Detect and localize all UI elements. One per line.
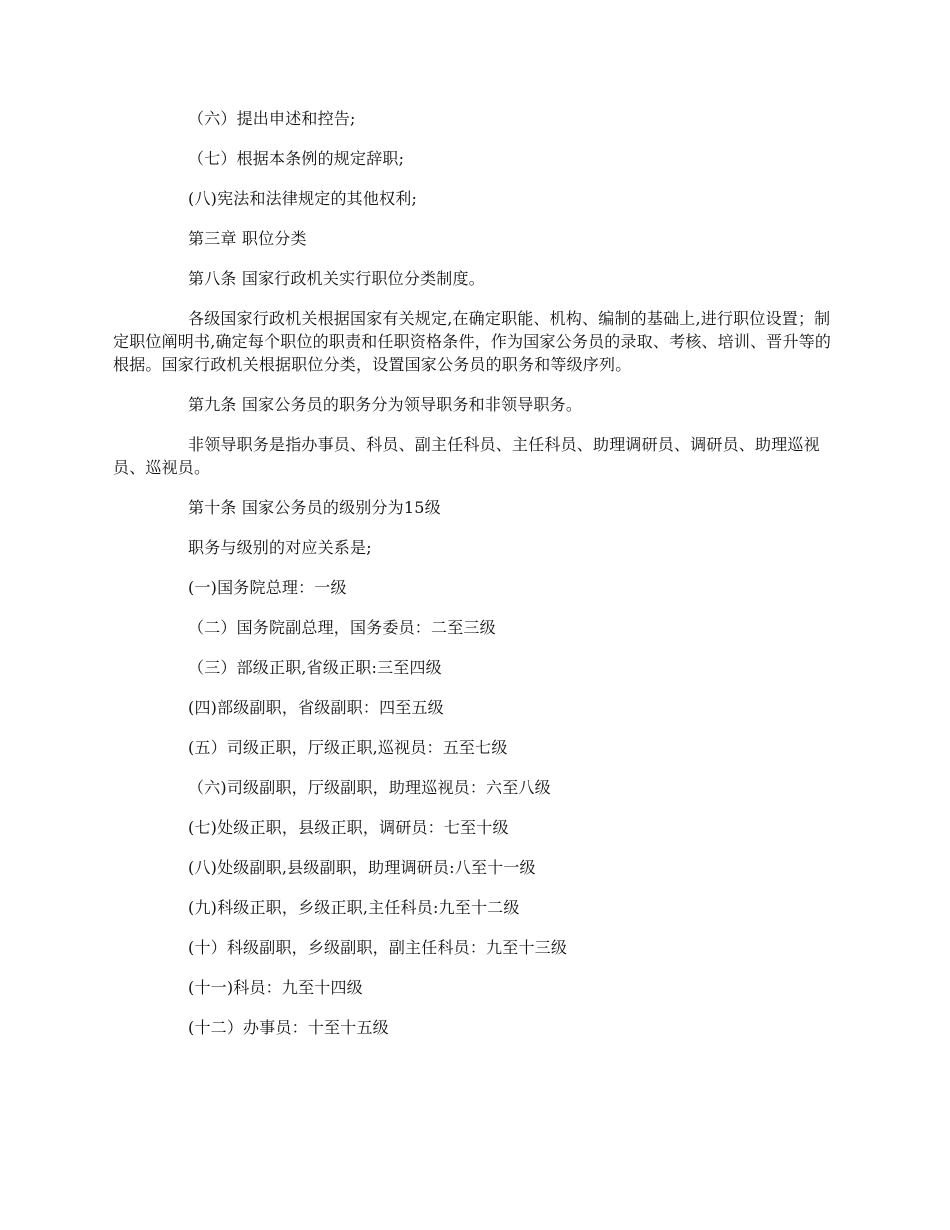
- list-item: (一)国务院总理：一级: [188, 578, 347, 597]
- list-item: （二）国务院副总理，国务委员：二至三级: [188, 618, 496, 637]
- list-item: （六)司级副职，厅级副职，助理巡视员：六至八级: [188, 778, 551, 797]
- list-item: (四)部级副职，省级副职：四至五级: [188, 698, 444, 717]
- paragraph: （六）提出申述和控告;: [188, 109, 356, 128]
- list-item: (八)处级副职,县级副职，助理调研员:八至十一级: [188, 858, 536, 877]
- list-item: (十一)科员：九至十四级: [188, 978, 363, 997]
- article-heading: 第八条 国家行政机关实行职位分类制度。: [188, 269, 485, 288]
- paragraph: 非领导职务是指办事员、科员、副主任科员、主任科员、助理调研员、调研员、助理巡视员、巡视员。: [113, 435, 820, 477]
- list-item: (七)处级正职，县级正职，调研员：七至十级: [188, 818, 509, 837]
- chapter-heading: 第三章 职位分类: [188, 229, 307, 248]
- list-item: (五）司级正职，厅级正职,巡视员：五至七级: [188, 738, 508, 757]
- list-item: （三）部级正职,省级正职:三至四级: [188, 658, 442, 677]
- paragraph: 各级国家行政机关根据国家有关规定,在确定职能、机构、编制的基础上,进行职位设置；制定职位阐明书,确定每个职位的职责和任职资格条件，作为国家公务员的录取、考核、培训、晋升等的根据。国家行政机关根据职位分类，设置国家公务员的职务和等级序列。: [113, 309, 832, 374]
- article-heading: 第十条 国家公务员的级别分为15级: [188, 498, 441, 517]
- article-heading: 第九条 国家公务员的职务分为领导职务和非领导职务。: [188, 395, 583, 414]
- paragraph: (八)宪法和法律规定的其他权利;: [188, 189, 418, 208]
- list-item: (九)科级正职，乡级正职,主任科员:九至十二级: [188, 898, 520, 917]
- document-body: [113, 107, 840, 1056]
- paragraph: 职务与级别的对应关系是;: [188, 538, 372, 557]
- paragraph: （七）根据本条例的规定辞职;: [188, 149, 405, 168]
- list-item: (十二）办事员：十至十五级: [188, 1018, 389, 1037]
- list-item: (十）科级副职，乡级副职，副主任科员：九至十三级: [188, 938, 568, 957]
